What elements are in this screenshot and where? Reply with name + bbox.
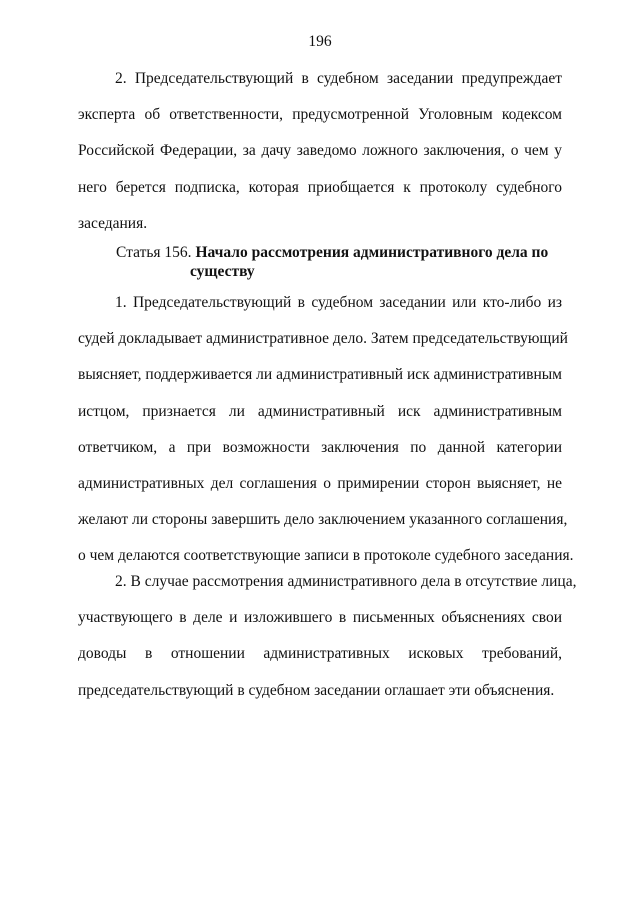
text-line: доводы в отношении административных исковых требований,: [78, 645, 562, 663]
text-line: о чем делаются соответствующие записи в протоколе судебного заседания.: [78, 547, 574, 565]
text-line: председательствующий в судебном заседании оглашает эти объяснения.: [78, 681, 555, 699]
text-line: 2. Председательствующий в судебном заседании предупреждает: [115, 70, 562, 87]
text-line: 2. В случае рассмотрения административного дела в отсутствие лица,: [115, 573, 577, 590]
article-number: Статья 156.: [116, 244, 192, 261]
text-line: выясняет, поддерживается ли административный иск административным: [78, 366, 562, 384]
article-heading: [116, 243, 548, 281]
article-title-line-1: Начало рассмотрения административного дела по: [195, 244, 549, 261]
paragraph-2-expert-warning: [78, 61, 562, 242]
article-title-line-2: существу: [190, 263, 255, 280]
text-line: 1. Председательствующий в судебном заседании или кто-либо из: [115, 294, 562, 311]
paragraph-2-absent-party: [78, 564, 577, 709]
text-line: административных дел соглашения о примирении сторон выясняет, не: [78, 474, 562, 492]
text-line: желают ли стороны завершить дело заключением указанного соглашения,: [78, 511, 568, 529]
text-line: него берется подписка, которая приобщается к протоколу судебного: [78, 178, 562, 196]
page-number: 196: [308, 33, 332, 50]
text-line: Российской Федерации, за дачу заведомо ложного заключения, о чем у: [78, 142, 562, 160]
text-line: заседания.: [78, 214, 148, 232]
text-line: эксперта об ответственности, предусмотренной Уголовным кодексом: [78, 106, 562, 124]
text-line: участвующего в деле и изложившего в письменных объяснениях свои: [78, 609, 562, 627]
paragraph-1-case-report: [78, 285, 574, 575]
text-line: ответчиком, а при возможности заключения по данной категории: [78, 438, 562, 456]
text-line: судей докладывает административное дело. Затем председательствующий: [78, 330, 568, 348]
text-line: истцом, признается ли административный иск административным: [78, 402, 562, 420]
